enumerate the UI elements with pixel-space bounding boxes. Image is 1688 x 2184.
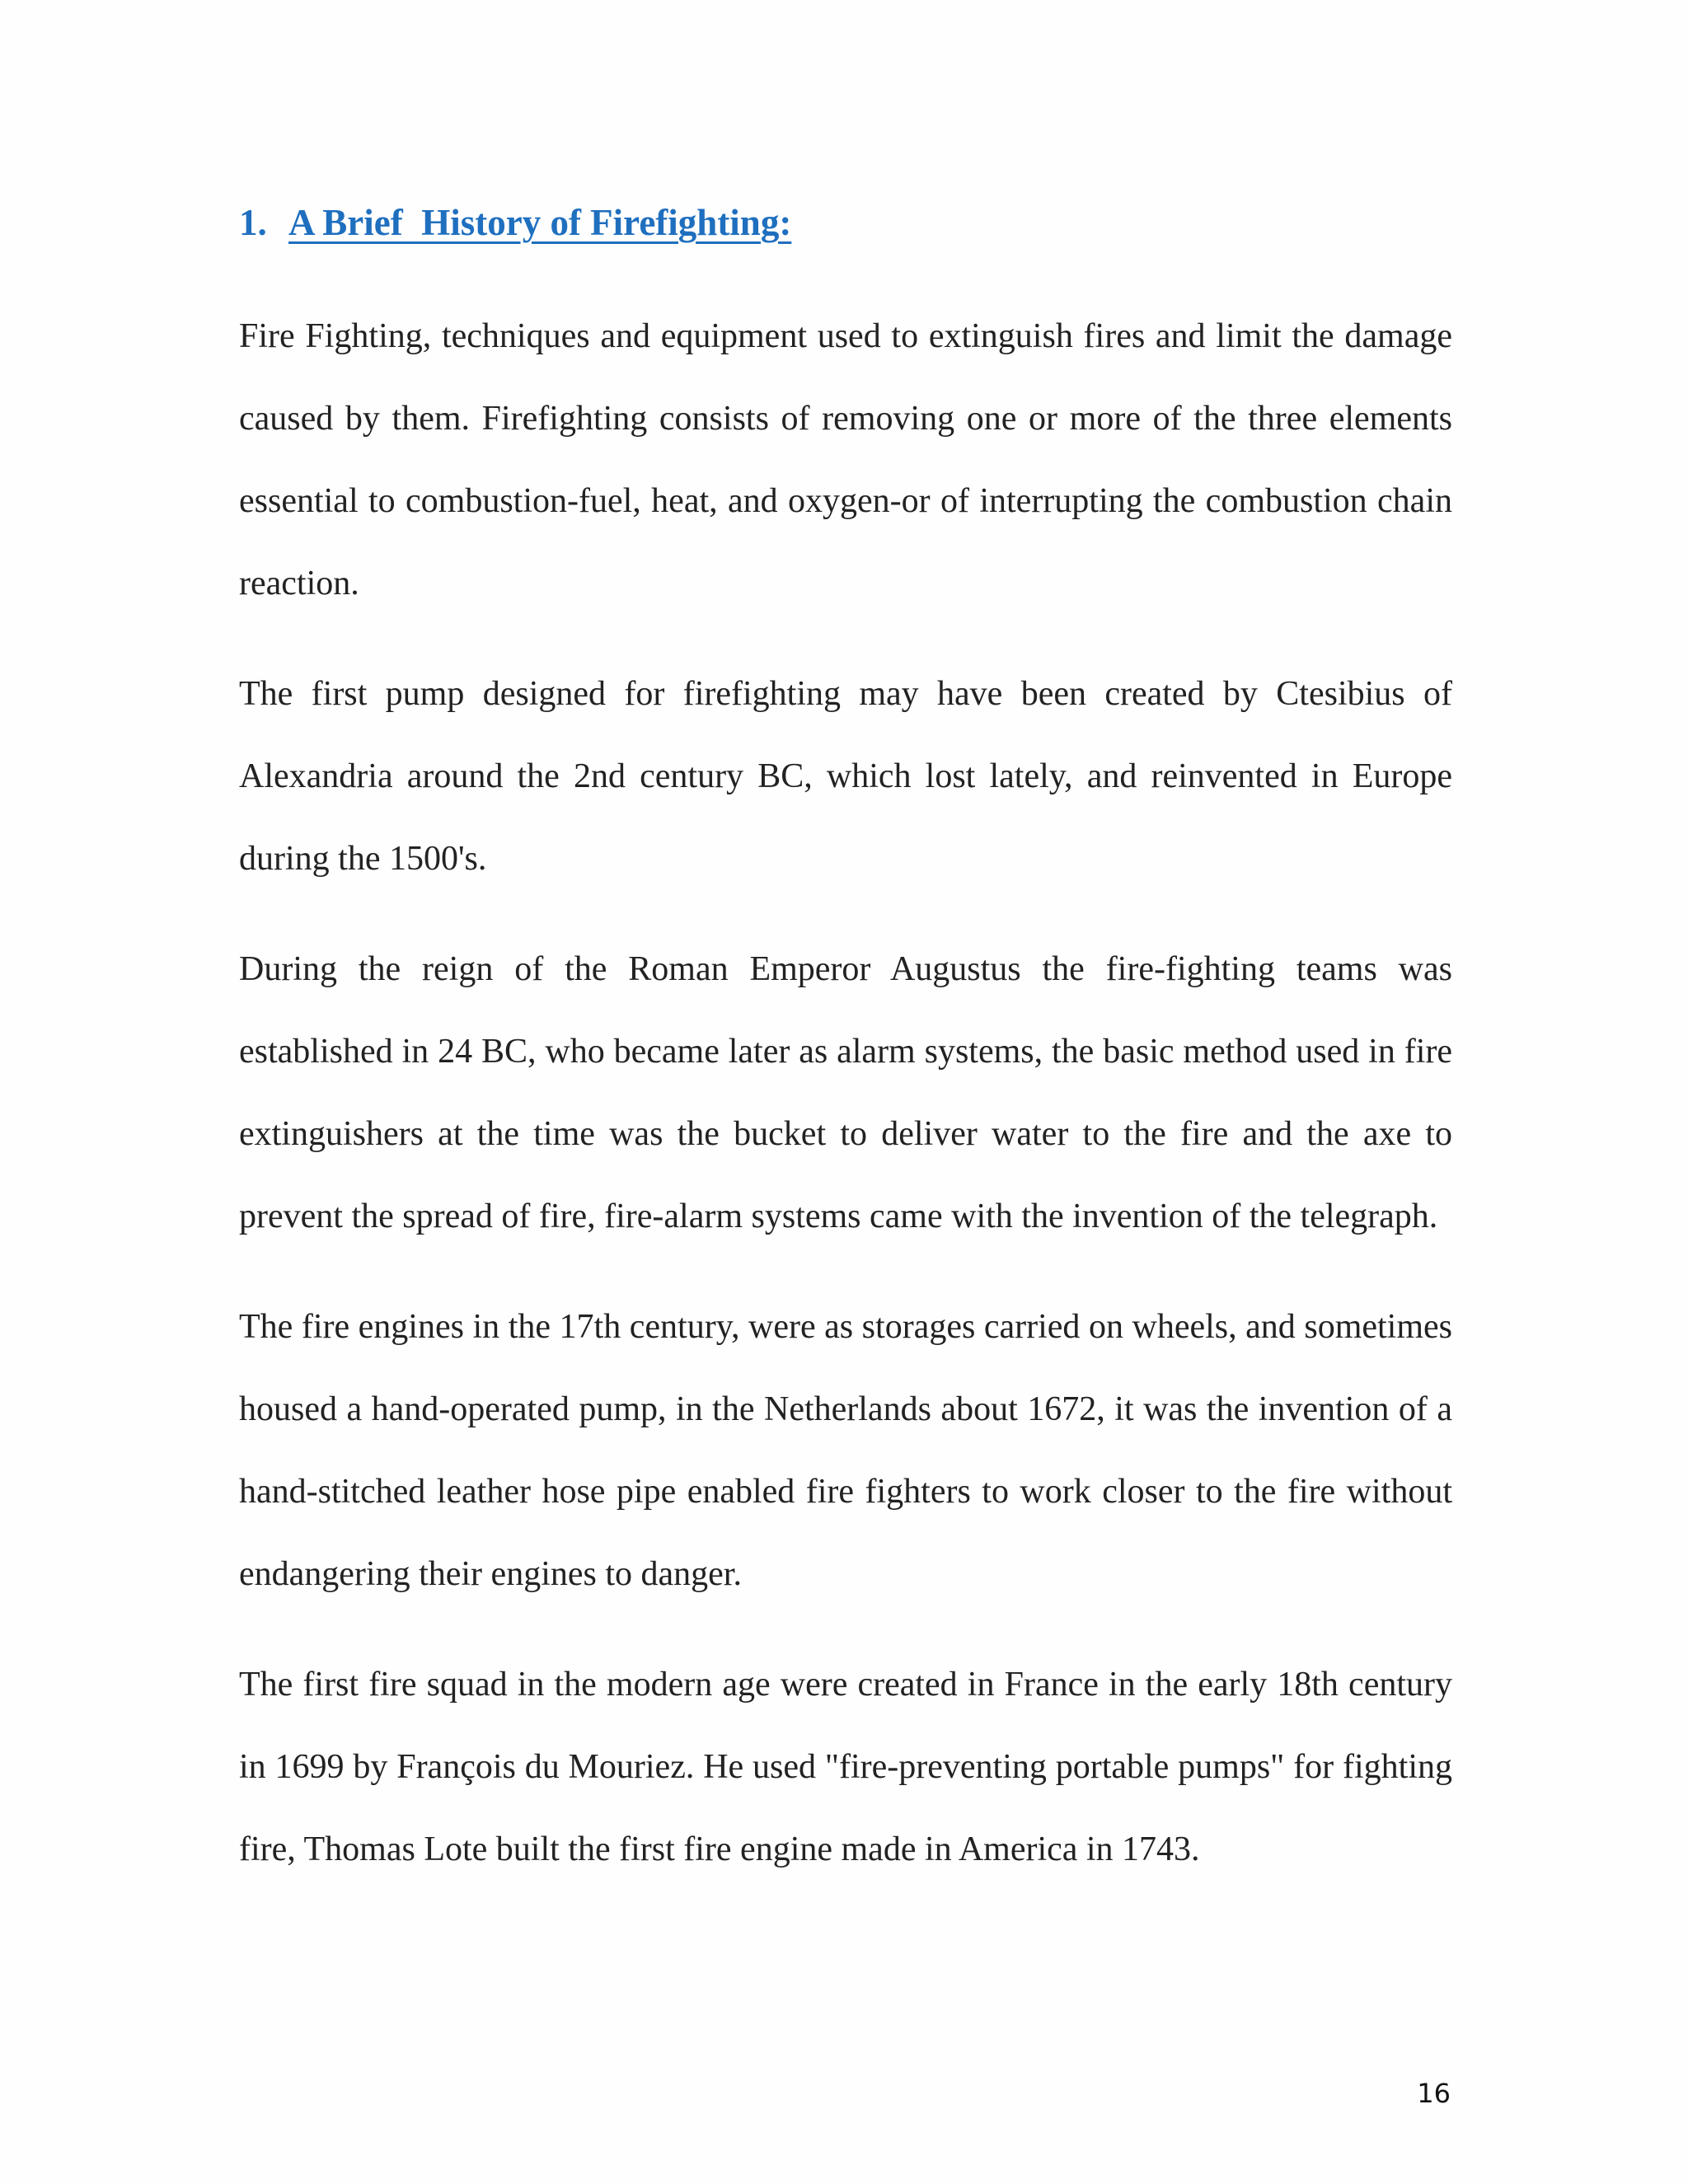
paragraph-roman-teams: During the reign of the Roman Emperor Augustus the fire-fighting teams was established in 24 BC, who became later as alarm systems, the basic method used in fire extinguishers at the time was the bucket to deliver water to the fire and the axe to prevent the spread of fire, fire-alarm systems came with the invention of the telegraph. [239,950,1452,1235]
section-heading [239,198,791,247]
paragraph-first-fire-squad: The first fire squad in the modern age were created in France in the early 18th century in 1699 by François du Mouriez. He used "fire-preventing portable pumps" for fighting fire, Thomas Lote built the first fire engine made in America in 1743. [239,1666,1452,1868]
section-title: A Brief History of Firefighting: [288,202,792,243]
section-number: 1. [239,202,267,243]
body-text [239,295,1452,1919]
paragraph-fire-engines: The fire engines in the 17th century, were as storages carried on wheels, and sometimes housed a hand-operated pump, in the Netherlands about 1672, it was the invention of a hand-stitched leather hose pipe enabled fire fighters to work closer to the fire without endangering their engines to danger. [239,1308,1452,1593]
paragraph-fire-fighting-definition: Fire Fighting, techniques and equipment used to extinguish fires and limit the damage caused by them. Firefighting consists of removing one or more of the three elements essential to combustion-fuel, heat, and oxygen-or of interrupting the combustion chain reaction. [239,317,1452,602]
paragraph-first-pump: The first pump designed for firefighting may have been created by Ctesibius of Alexandria around the 2nd century BC, which lost lately, and reinvented in Europe during the 1500's. [239,675,1452,878]
page-number: 16 [1417,2078,1451,2109]
